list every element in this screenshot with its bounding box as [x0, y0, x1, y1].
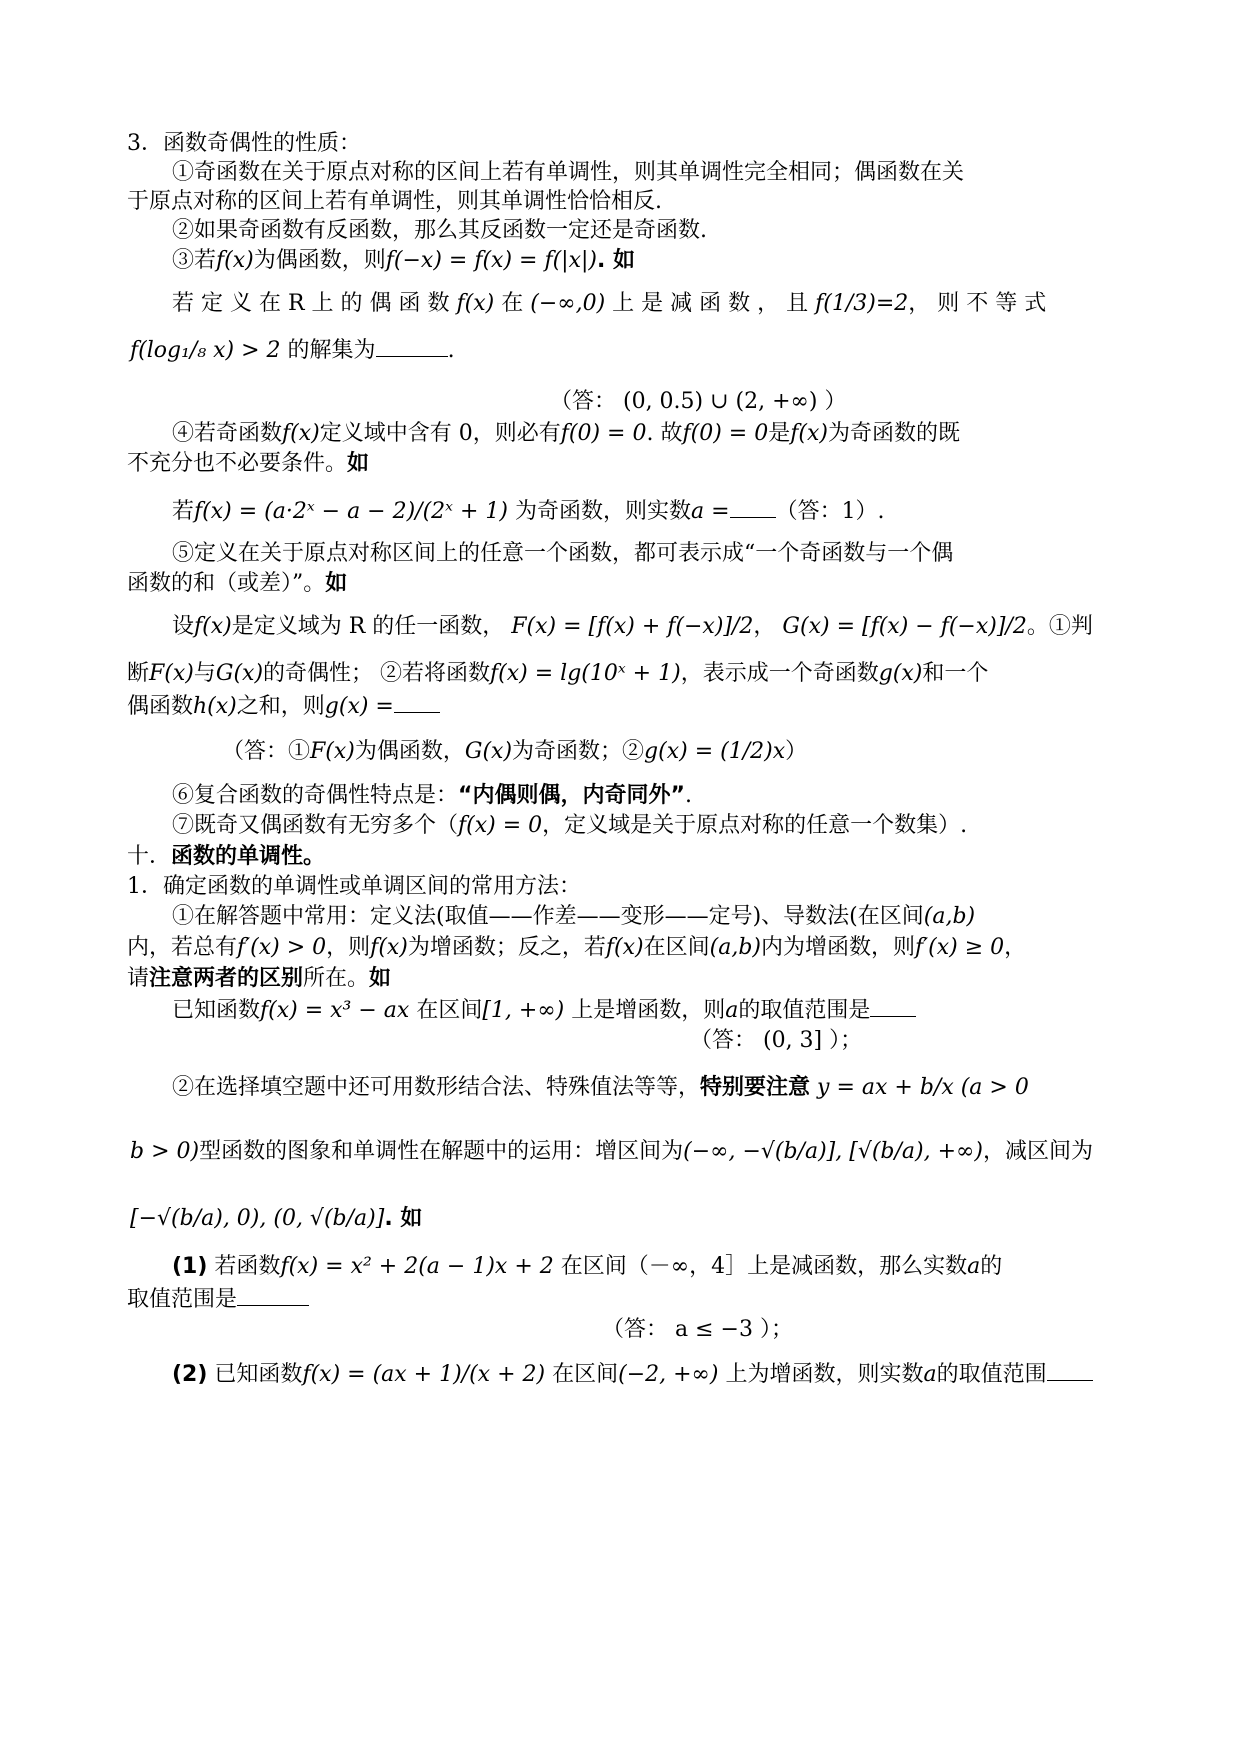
text: 为偶函数，则	[253, 248, 386, 273]
math: f(x) = lg(10ˣ + 1)	[490, 661, 681, 686]
method-2-line-3	[130, 1205, 422, 1233]
text: 函数的和（或差）”。	[127, 571, 326, 596]
property-5-line-1: ⑤定义在关于原点对称区间上的任意一个函数，都可表示成“一个奇函数与一个偶	[172, 541, 954, 566]
text: 断	[127, 661, 150, 686]
example-6	[172, 996, 916, 1025]
text: 和一个	[922, 661, 989, 686]
answer-blank[interactable]	[1047, 1360, 1093, 1381]
text: ，则	[326, 935, 371, 960]
text: 若	[172, 499, 195, 524]
answer-5	[222, 738, 807, 766]
example-5-line-2	[127, 660, 988, 688]
math: f(0) = 0	[682, 421, 769, 446]
text: . 故	[646, 421, 683, 446]
question-1-line-2	[127, 1285, 309, 1314]
math: f(x)	[282, 421, 320, 446]
text: 设	[172, 614, 195, 639]
method-2-line-2	[130, 1138, 1093, 1166]
math: b > 0)	[130, 1139, 200, 1164]
answer-3: （答： (0, 0.5) ∪ (2, +∞) ）	[550, 389, 847, 414]
math: y = ax + b/x (a > 0	[817, 1075, 1029, 1100]
math: f(x)	[370, 935, 408, 960]
text: 的取值范围	[936, 1362, 1047, 1387]
text: 在区间	[643, 935, 710, 960]
math: f(x) = x³ − ax	[260, 998, 410, 1023]
text: 已知函数	[172, 998, 261, 1023]
math: (a,b)	[923, 904, 976, 929]
text: 为增函数；反之，若	[407, 935, 606, 960]
text: 若 定 义 在 R 上 的 偶 函 数	[172, 291, 450, 316]
math: [−√(b/a), 0), (0, √(b/a)]	[130, 1206, 385, 1231]
text: 上是增函数，则	[571, 998, 726, 1023]
bold-text: 注意两者的区别	[149, 966, 304, 991]
text: ⑥复合函数的奇偶性特点是：	[172, 783, 459, 808]
math: G(x)	[464, 739, 513, 764]
math: a	[725, 998, 739, 1023]
math: a =	[691, 499, 730, 524]
property-2: ②如果奇函数有反函数，那么其反函数一定还是奇函数.	[172, 218, 707, 243]
text: 请	[127, 966, 150, 991]
answer-q1: （答： a ≤ −3 ）；	[602, 1317, 793, 1342]
property-4-line-1	[172, 420, 960, 448]
math: (−∞,0)	[530, 291, 606, 316]
heading-10	[127, 843, 325, 871]
bold-text: 如	[369, 966, 392, 991]
property-5-line-2	[127, 570, 347, 598]
math: f′(x) ≥ 0	[915, 935, 1005, 960]
math: G(x)	[215, 661, 264, 686]
text: 型函数的图象和单调性在解题中的运用：增区间为	[199, 1139, 684, 1164]
text: 偶函数	[127, 694, 194, 719]
text: ）	[785, 739, 808, 764]
answer-blank[interactable]	[870, 996, 916, 1017]
math: f(x) = (ax + 1)/(x + 2)	[302, 1362, 546, 1387]
text: ④若奇函数	[172, 421, 283, 446]
text: 在区间（－∞，4］上是减函数，那么实数	[560, 1254, 968, 1279]
text: 在区间	[416, 998, 483, 1023]
text: 的奇偶性； ②若将函数	[263, 661, 491, 686]
math: f(x) = (a·2ˣ − a − 2)/(2ˣ + 1)	[194, 499, 508, 524]
math: f(x)	[194, 614, 232, 639]
text: 已知函数	[214, 1362, 303, 1387]
math: f(x)	[790, 421, 828, 446]
text: 的取值范围是	[738, 998, 871, 1023]
method-1-line-1	[172, 903, 975, 931]
text: ，定义域是关于原点对称的任意一个数集）.	[542, 813, 968, 838]
math: g(x) = (1/2)x	[644, 739, 786, 764]
math: a	[923, 1362, 937, 1387]
text: 内，若总有	[127, 935, 238, 960]
text: 为奇函数；②	[512, 739, 645, 764]
example-5-line-3	[127, 692, 440, 721]
question-1-line-1	[172, 1253, 1002, 1281]
section-3-title: 3．函数奇偶性的性质：	[127, 131, 361, 156]
math: f(x) = x² + 2(a − 1)x + 2	[280, 1254, 554, 1279]
bold-text: 如	[325, 571, 348, 596]
text: 所在。	[303, 966, 370, 991]
question-number: (1)	[172, 1254, 208, 1279]
text: .	[684, 783, 692, 808]
text: 上为增函数，则实数	[725, 1362, 924, 1387]
property-3	[172, 247, 635, 275]
math: g(x)	[878, 661, 923, 686]
text: 之和，则	[236, 694, 325, 719]
math: a	[967, 1254, 981, 1279]
math: h(x)	[193, 694, 237, 719]
method-1-line-3	[127, 965, 391, 993]
property-6	[172, 782, 692, 810]
bold-text: 特别要注意	[700, 1075, 811, 1100]
text: 与	[193, 661, 216, 686]
math: f(log₁/₈ x) > 2	[130, 338, 281, 363]
math: f(1/3)=2	[815, 291, 909, 316]
bold-text: . 如	[384, 1206, 423, 1231]
math: F(x) = [f(x) + f(−x)]/2	[511, 614, 754, 639]
text: 不充分也不必要条件。	[127, 451, 348, 476]
example-3-line-2: f(log₁/₈ x) > 2 的解集为 .	[130, 338, 455, 363]
section-1-title: 1．确定函数的单调性或单调区间的常用方法：	[127, 874, 581, 899]
math: f(−x) = f(x) = f(|x|)	[385, 248, 597, 273]
example-4	[172, 497, 885, 526]
example-5-line-1: 设f(x)是定义域为 R 的任一函数， F(x) = [f(x) + f(−x)]/2， G(x) = [f(x) − f(−x)]/2。①判	[172, 614, 1093, 639]
text: ③若	[172, 248, 217, 273]
math: (−∞, −√(b/a)], [√(b/a), +∞)	[683, 1139, 983, 1164]
math: (a,b)	[709, 935, 761, 960]
text: ②在选择填空题中还可用数形结合法、特殊值法等等，	[172, 1075, 701, 1100]
math: F(x)	[149, 661, 194, 686]
bold-text: “内偶则偶，内奇同外”	[458, 783, 685, 808]
question-2-line-1	[172, 1360, 1093, 1389]
text: 内为增函数，则	[761, 935, 916, 960]
heading-title: 函数的单调性。	[171, 844, 326, 869]
answer-blank[interactable]	[376, 336, 448, 357]
answer-blank[interactable]	[394, 692, 440, 713]
text: ， 则 不 等 式	[908, 291, 1047, 316]
property-7	[172, 812, 967, 840]
text: 若函数	[214, 1254, 281, 1279]
property-1-line-1: ①奇函数在关于原点对称的区间上若有单调性，则其单调性完全相同；偶函数在关	[172, 160, 965, 185]
math: G(x) = [f(x) − f(−x)]/2	[782, 614, 1027, 639]
text: 为偶函数，	[354, 739, 465, 764]
math: f(x) = 0	[458, 813, 543, 838]
answer-6: （答： (0, 3] ）；	[690, 1028, 863, 1053]
text: （答：1）.	[775, 499, 885, 524]
text: 在区间	[552, 1362, 619, 1387]
text: 的	[980, 1254, 1003, 1279]
math: f′(x) > 0	[237, 935, 327, 960]
math: g(x) =	[324, 694, 394, 719]
text: 上 是 减 函 数 ， 且	[612, 291, 809, 316]
text: ，表示成一个奇函数	[680, 661, 879, 686]
heading-number: 十．	[127, 844, 172, 869]
text: 。①判	[1026, 614, 1093, 639]
text: ①在解答题中常用：定义法(取值——作差——变形——定号)、导数法(在区间	[172, 904, 924, 929]
answer-blank[interactable]	[730, 497, 776, 518]
answer-blank[interactable]	[237, 1285, 309, 1306]
method-1-line-2	[127, 934, 1026, 962]
math: f(0) = 0	[560, 421, 647, 446]
text: （答：①	[222, 739, 311, 764]
property-1-line-2: 于原点对称的区间上若有单调性，则其单调性恰恰相反.	[127, 189, 662, 214]
example-3-line-1	[172, 290, 1046, 318]
text: 为奇函数的既	[827, 421, 960, 446]
bold-text: . 如	[597, 248, 636, 273]
text: ，	[1004, 935, 1027, 960]
method-2-line-1	[172, 1074, 1029, 1102]
math: f(x)	[605, 935, 644, 960]
text: 为奇函数，则实数	[515, 499, 692, 524]
math: f(x)	[216, 248, 254, 273]
math: F(x)	[310, 739, 355, 764]
math: (−2, +∞)	[618, 1362, 719, 1387]
text: 在	[501, 291, 524, 316]
bold-text: 如	[347, 451, 370, 476]
text: ⑦既奇又偶函数有无穷多个（	[172, 813, 459, 838]
text: 是定义域为 R 的任一函数，	[231, 614, 505, 639]
text: 定义域中含有 0，则必有	[319, 421, 561, 446]
text: 的解集为	[287, 338, 376, 363]
math: f(x)	[456, 291, 495, 316]
text: ，减区间为	[982, 1139, 1093, 1164]
text: 是	[768, 421, 791, 446]
question-number: (2)	[172, 1362, 208, 1387]
property-4-line-2	[127, 450, 369, 478]
text: 取值范围是	[127, 1287, 238, 1312]
math: [1, +∞)	[482, 998, 565, 1023]
